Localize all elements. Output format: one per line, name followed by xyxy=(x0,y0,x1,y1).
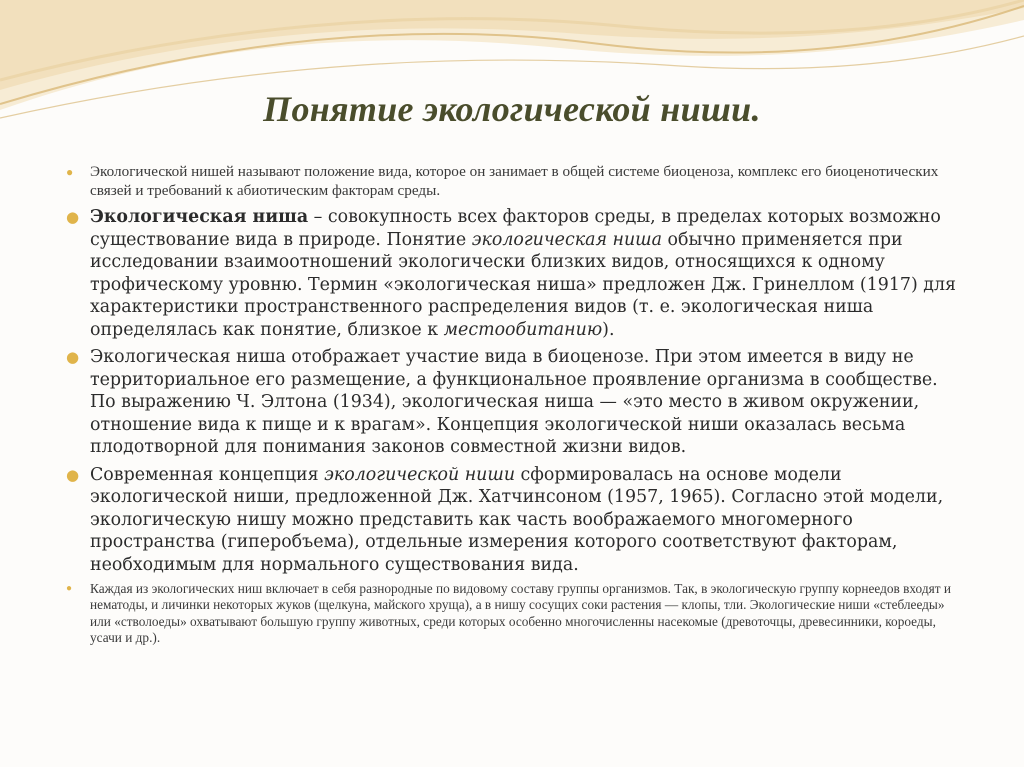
bullet-item-3 xyxy=(66,346,966,459)
bullet-text: Экологическая ниша отображает участие вида в биоценозе. При этом имеется в виду не территориальное его размещение, а функциональное проявление организма в сообществе. По выражению Ч. Элтона (1934), экологическая ниша — «это место в живом окружении, отношение вида к пище и к врагам». Концепция экологической ниши оказалась весьма плодотворной для понимания законов совместной жизни видов. xyxy=(90,347,938,457)
bullet-dot-icon: ● xyxy=(66,583,73,594)
bullet-text: сформировалась на основе модели экологической ниши, предложенной Дж. Хатчинсоном (1957, 1965). Согласно этой модели, экологическую нишу можно представить как часть воображаемого многомерного пространства (гиперобъема), отдельные измерения которого соответствуют факторам, необходимым для нормального существования вида. xyxy=(90,464,944,575)
term-italic: местообитанию xyxy=(443,319,603,340)
term-italic: экологическая ниша xyxy=(471,229,663,250)
bullet-item-4 xyxy=(66,464,966,577)
bullet-item-1 xyxy=(66,162,966,200)
slide-title: Понятие экологической ниши. xyxy=(263,89,761,129)
bullet-dot-icon: ● xyxy=(66,465,80,484)
term-bold: Экологическая ниша xyxy=(90,207,309,227)
term-italic: экологической ниши xyxy=(324,464,516,485)
bullet-text: Каждая из экологических ниш включает в себя разнородные по видовому составу группы организмов. Так, в экологическую группу корнеедов входят и нематоды, и личинки некоторых жуков (щелкуна, майского хруща), а в нишу сосущих соки растения — клопы, тли. Экологические ниши «стеблееды» или «стволоеды» охватывают большую группу животных, среди которых особенно многочисленны насекомые (древоточцы, древесинники, короеды, усачи и др.). xyxy=(90,581,951,645)
bullet-text: обычно применяется при исследовании взаимоотношений экологически близких видов, относящихся к одному трофическому уровню. Термин «экологическая ниша» предложен Дж. Гринеллом (1917) для характеристики пространственного распределения видов (т. е. экологическая ниша определялась как понятие, близкое к xyxy=(90,229,957,340)
bullet-dot-icon: ● xyxy=(66,165,74,179)
bullet-text: Современная концепция xyxy=(90,464,325,485)
bullet-text: Экологической нишей называют положение вида, которое он занимает в общей системе биоценоза, комплекс его биоценотических связей и требований к абиотическим факторам среды. xyxy=(90,163,939,199)
bullet-text: – совокупность всех факторов среды, в пределах которых возможно существование вида в природе. Понятие xyxy=(90,207,941,250)
bullet-item-5 xyxy=(66,581,966,646)
bullet-dot-icon: ● xyxy=(66,208,80,226)
bullet-list xyxy=(66,162,966,646)
bullet-dot-icon: ● xyxy=(66,348,80,366)
bullet-text: ). xyxy=(602,319,615,340)
bullet-item-2 xyxy=(66,206,966,341)
